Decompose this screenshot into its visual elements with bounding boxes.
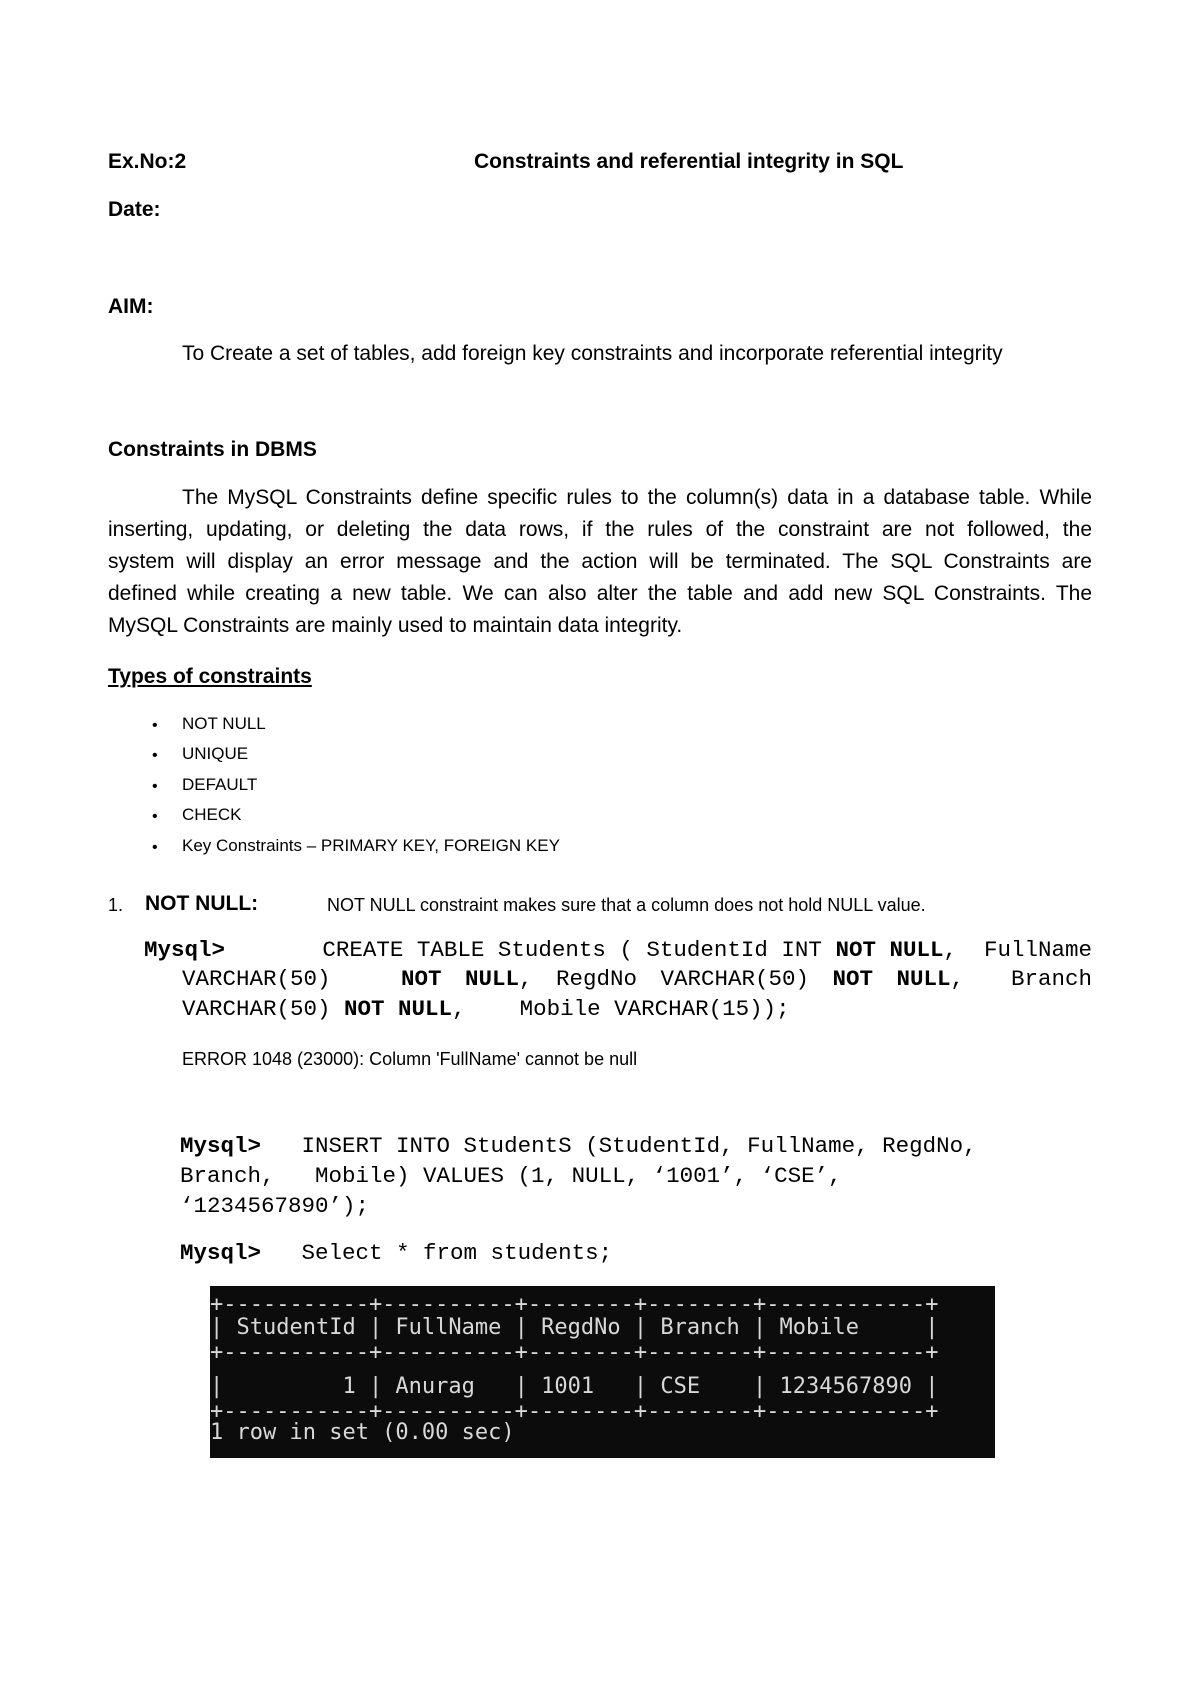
insert-stmt-text: INSERT INTO StudentS (StudentId, FullName, RegdNo, — [301, 1133, 977, 1159]
create-stmt-fragment: , FullName — [943, 937, 1092, 963]
select-stmt-text: Select * from students; — [301, 1240, 613, 1266]
create-stmt-fragment: CREATE TABLE Students ( StudentId INT — [322, 937, 836, 963]
list-item-label: Key Constraints – PRIMARY KEY, FOREIGN KEY — [182, 836, 560, 855]
create-stmt-fragment: , Branch — [950, 966, 1093, 992]
not-null-heading: NOT NULL: — [145, 892, 259, 915]
bullet-icon: • — [152, 808, 158, 825]
create-table-line-3 — [182, 996, 790, 1022]
constraints-para-line: MySQL Constraints are mainly used to maintain data integrity. — [108, 614, 683, 637]
create-stmt-fragment: , Mobile VARCHAR(15)); — [452, 996, 790, 1022]
table-row: | 1 | Anurag | 1001 | CSE | 1234567890 | — [210, 1374, 939, 1399]
date-label: Date: — [108, 198, 161, 221]
constraints-para-line: system will display an error message and the action will be terminated. The SQL Constraints are — [108, 550, 1092, 573]
create-stmt-fragment: , RegdNo VARCHAR(50) — [519, 966, 833, 992]
create-stmt-text — [322, 937, 1092, 963]
insert-line-3: ‘1234567890’); — [180, 1193, 370, 1219]
create-stmt-keyword: NOT NULL — [344, 996, 453, 1022]
create-stmt-keyword: NOT NULL — [400, 966, 519, 992]
error-message: ERROR 1048 (23000): Column 'FullName' cannot be null — [182, 1049, 638, 1069]
list-item-label: CHECK — [182, 805, 242, 824]
create-stmt-keyword: NOT NULL — [835, 937, 944, 963]
bullet-icon: • — [152, 717, 158, 734]
list-item-label: UNIQUE — [182, 744, 249, 763]
bullet-icon: • — [152, 747, 158, 764]
mysql-prompt: Mysql> — [180, 1133, 262, 1159]
terminal-output — [210, 1286, 995, 1458]
mysql-prompt: Mysql> — [144, 937, 226, 963]
aim-heading: AIM: — [108, 295, 154, 318]
create-table-line-1 — [144, 937, 1092, 963]
table-border: +-----------+----------+--------+--------+------------+ — [210, 1340, 939, 1365]
constraints-para-line: The MySQL Constraints define specific rules to the column(s) data in a database table. While — [182, 486, 1092, 509]
not-null-description: NOT NULL constraint makes sure that a column does not hold NULL value. — [327, 895, 926, 915]
constraints-para-line: defined while creating a new table. We can also alter the table and add new SQL Constraints. The — [108, 582, 1092, 605]
create-stmt-fragment: VARCHAR(50) — [182, 996, 345, 1022]
types-heading: Types of constraints — [108, 665, 312, 688]
result-summary: 1 row in set (0.00 sec) — [210, 1420, 515, 1445]
bullet-icon: • — [152, 778, 158, 795]
aim-text: To Create a set of tables, add foreign key constraints and incorporate referential integrity — [182, 342, 1003, 365]
insert-line-2: Branch, Mobile) VALUES (1, NULL, ‘1001’, ‘CSE’, — [180, 1163, 842, 1189]
section-number: 1. — [108, 895, 124, 915]
bullet-icon: • — [152, 839, 158, 856]
table-border: +-----------+----------+--------+--------+------------+ — [210, 1292, 939, 1317]
table-border: +-----------+----------+--------+--------+------------+ — [210, 1399, 939, 1424]
create-stmt-keyword: NOT NULL — [832, 966, 951, 992]
select-line — [180, 1240, 612, 1266]
table-header-row: | StudentId | FullName | RegdNo | Branch | Mobile | — [210, 1315, 939, 1340]
constraints-heading: Constraints in DBMS — [108, 438, 317, 461]
mysql-prompt: Mysql> — [180, 1240, 262, 1266]
create-table-line-2 — [182, 966, 1092, 992]
list-item-label: DEFAULT — [182, 775, 258, 794]
exercise-number: Ex.No:2 — [108, 150, 187, 173]
create-stmt-fragment: VARCHAR(50) — [182, 966, 401, 992]
insert-line-1 — [180, 1133, 977, 1159]
list-item-label: NOT NULL — [182, 714, 266, 733]
page-title: Constraints and referential integrity in SQL — [474, 150, 904, 173]
constraints-para-line: inserting, updating, or deleting the data rows, if the rules of the constraint are not followed, the — [108, 518, 1092, 541]
